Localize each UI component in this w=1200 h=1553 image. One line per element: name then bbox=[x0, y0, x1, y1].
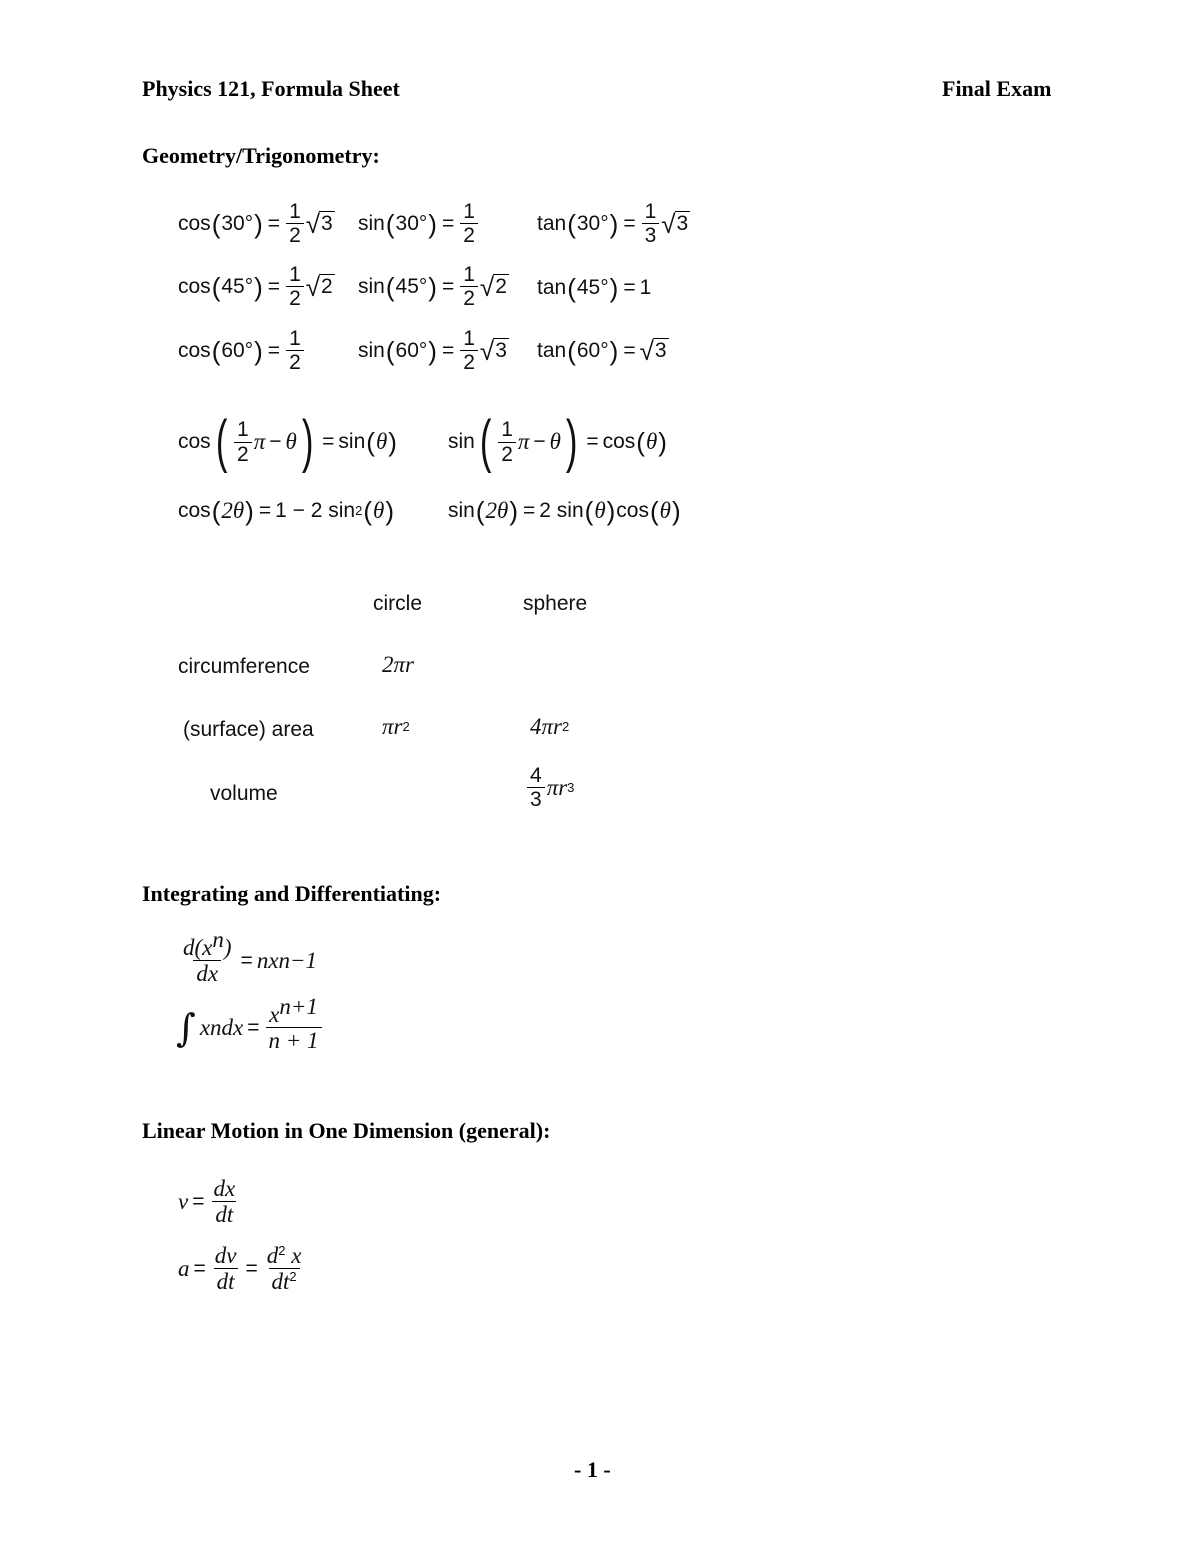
formula-velocity: v = $\frac{dx}{dt}$ bbox=[178, 1176, 236, 1228]
formula-derivative-power: $\frac{d(x^n)}{dx}$ = nx n−1 bbox=[183, 927, 318, 987]
formula-cos60: cos ( 60° ) = $\frac{1}{2}$ bbox=[178, 327, 306, 374]
formula-sin45: sin ( 45° ) = $\frac{1}{2}$ √ 2 bbox=[358, 263, 507, 311]
formula-cos-complement: cos ( $\frac{1}{2}$ π − θ ) = sin ( θ ) bbox=[178, 409, 397, 474]
circle-area: πr 2 bbox=[382, 714, 410, 739]
sheet-title: Physics 121, Formula Sheet bbox=[142, 76, 400, 101]
sphere-surface-area: 4πr 2 bbox=[530, 714, 570, 739]
formula-tan30: tan ( 30° ) = $\frac{1}{3}$ √ 3 bbox=[537, 200, 689, 248]
formula-cos-double: cos ( 2θ ) = 1 − 2 sin 2 ( θ ) bbox=[178, 496, 394, 526]
section-calculus-title: Integrating and Differentiating: bbox=[142, 881, 442, 906]
sqrt-symbol: √ 2 bbox=[479, 271, 507, 302]
formula-sin-complement: sin ( $\frac{1}{2}$ π − θ ) = cos ( θ ) bbox=[448, 409, 667, 474]
sqrt-symbol: √ 3 bbox=[479, 335, 507, 366]
row-label-circumference: circumference bbox=[178, 655, 310, 678]
formula-integral-power: ∫ x n dx = $\frac{x^{n+1}}{n + 1}$ bbox=[176, 1002, 324, 1054]
exam-label: Final Exam bbox=[942, 76, 1052, 101]
column-header-sphere: sphere bbox=[523, 592, 588, 615]
row-label-surface-area: (surface) area bbox=[183, 718, 314, 741]
integral-sign: ∫ bbox=[176, 1005, 196, 1050]
circle-circumference: 2πr bbox=[382, 652, 414, 677]
sqrt-symbol: √ 2 bbox=[305, 271, 333, 302]
section-motion-title: Linear Motion in One Dimension (general): bbox=[142, 1118, 551, 1143]
sqrt-symbol: √ 3 bbox=[305, 208, 333, 239]
formula-cos30: cos ( 30° ) = $\frac{1}{2}$ √ 3 bbox=[178, 200, 333, 248]
section-geometry-title: Geometry/Trigonometry: bbox=[142, 143, 380, 168]
formula-tan45: tan ( 45° ) = 1 bbox=[537, 273, 652, 303]
formula-sin-double: sin ( 2θ ) = 2 sin ( θ ) cos ( θ ) bbox=[448, 496, 681, 526]
formula-sin60: sin ( 60° ) = $\frac{1}{2}$ √ 3 bbox=[358, 327, 507, 375]
sqrt-symbol: √ 3 bbox=[661, 208, 689, 239]
page-number: - 1 - bbox=[574, 1457, 611, 1482]
row-label-volume: volume bbox=[210, 782, 278, 805]
formula-tan60: tan ( 60° ) = √ 3 bbox=[537, 336, 667, 366]
column-header-circle: circle bbox=[373, 592, 423, 615]
sphere-volume: $\frac{4}{3}$ πr 3 bbox=[525, 764, 574, 811]
formula-acceleration: a = $\frac{dv}{dt}$ = $\frac{d^2 x}{dt^2}$ bbox=[178, 1243, 302, 1295]
sqrt-symbol: √ 3 bbox=[639, 336, 667, 366]
formula-sin30: sin ( 30° ) = $\frac{1}{2}$ bbox=[358, 200, 480, 247]
formula-cos45: cos ( 45° ) = $\frac{1}{2}$ √ 2 bbox=[178, 263, 333, 311]
